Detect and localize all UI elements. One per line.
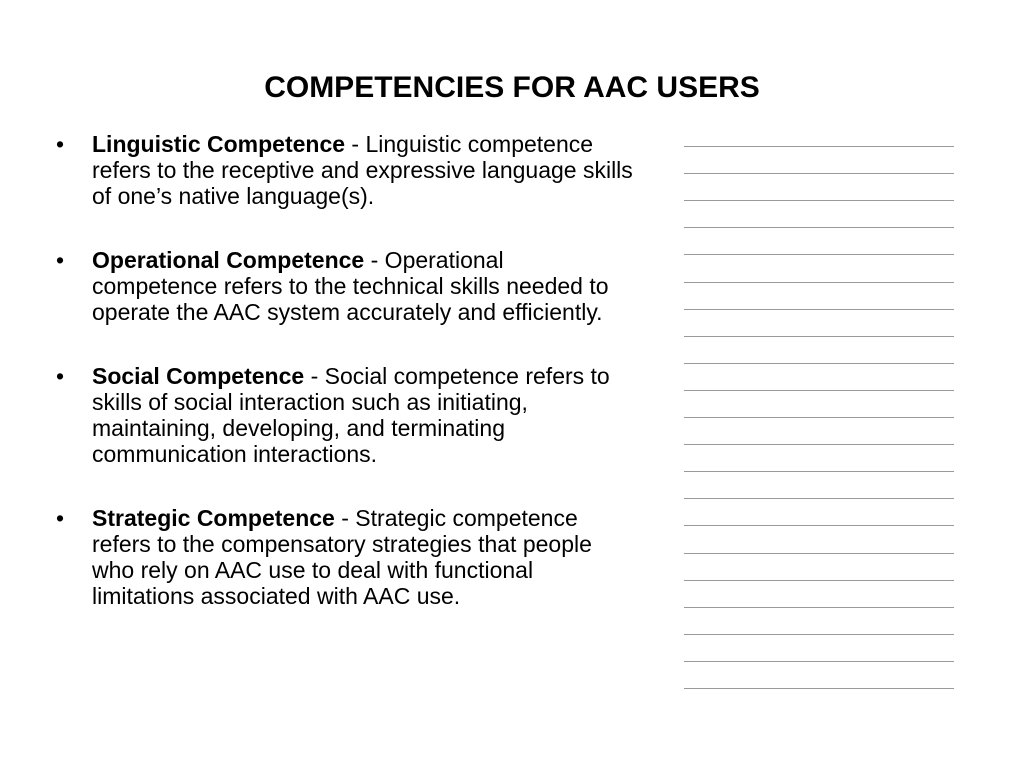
competency-list — [50, 131, 635, 647]
bullet-description: - Social competence refers to skills of social interaction such as initiating, maintaining, developing, and terminating communication interactions. — [92, 363, 610, 467]
notes-lines — [684, 120, 954, 689]
slide-title: COMPETENCIES FOR AAC USERS — [264, 71, 760, 104]
note-line — [684, 526, 954, 553]
note-line — [684, 472, 954, 499]
bullet-term: Social Competence — [92, 363, 305, 389]
note-line — [684, 391, 954, 418]
note-line — [684, 499, 954, 526]
bullet-item-social — [50, 363, 635, 467]
bullet-icon: • — [56, 505, 65, 531]
bullet-term: Linguistic Competence — [92, 131, 346, 157]
note-line — [684, 608, 954, 635]
note-line — [684, 228, 954, 255]
bullet-item-linguistic — [50, 131, 635, 209]
note-line — [684, 445, 954, 472]
note-line — [684, 120, 954, 147]
bullet-description: - Strategic competence refers to the compensatory strategies that people who rely on AAC use to deal with functional limitations associated with AAC use. — [92, 505, 592, 609]
note-line — [684, 662, 954, 689]
note-line — [684, 147, 954, 174]
note-line — [684, 554, 954, 581]
note-line — [684, 418, 954, 445]
bullet-description: - Operational competence refers to the technical skills needed to operate the AAC system accurately and efficiently. — [92, 247, 609, 325]
bullet-term: Strategic Competence — [92, 505, 335, 531]
bullet-icon: • — [56, 247, 65, 273]
note-line — [684, 283, 954, 310]
bullet-item-strategic — [50, 505, 635, 609]
bullet-item-operational — [50, 247, 635, 325]
note-line — [684, 255, 954, 282]
note-line — [684, 635, 954, 662]
note-line — [684, 581, 954, 608]
note-line — [684, 364, 954, 391]
bullet-icon: • — [56, 363, 65, 389]
bullet-term: Operational Competence — [92, 247, 365, 273]
note-line — [684, 201, 954, 228]
note-line — [684, 337, 954, 364]
note-line — [684, 174, 954, 201]
bullet-description: - Linguistic competence refers to the receptive and expressive language skills of one’s native language(s). — [92, 131, 633, 209]
note-line — [684, 310, 954, 337]
bullet-icon: • — [56, 131, 65, 157]
